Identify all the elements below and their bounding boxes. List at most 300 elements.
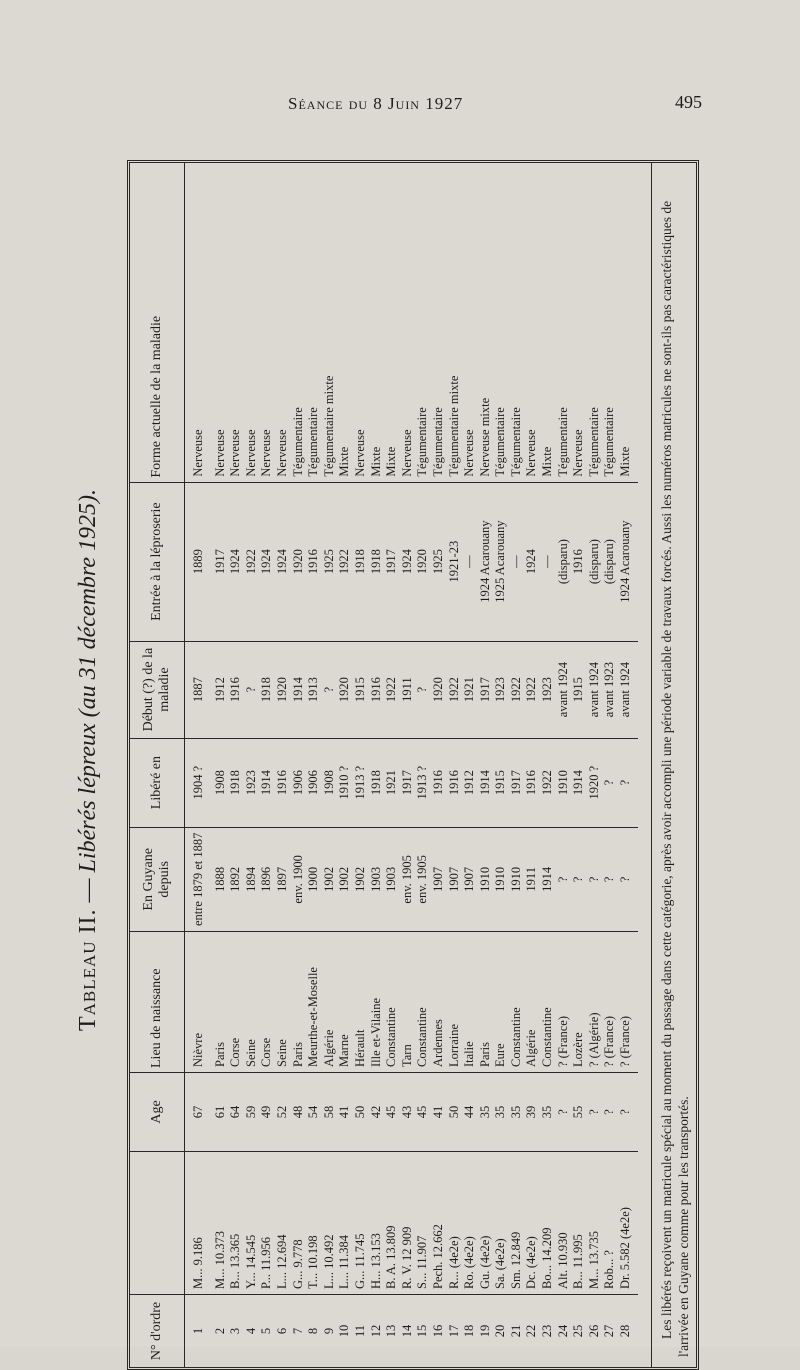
cell-matricule: B. A. 13.809	[384, 1152, 400, 1295]
cell-libere: 1908	[322, 738, 338, 827]
cell-ordre: 8	[306, 1327, 321, 1335]
cell-guyane: 1897	[275, 827, 291, 931]
cell-guyane: ?	[587, 827, 603, 931]
cell-guyane: 1910	[478, 827, 494, 931]
cell-lieu: Algérie	[322, 932, 338, 1073]
cell-lieu: ? (France)	[602, 932, 618, 1073]
cell-entree: 1924	[275, 482, 291, 641]
cell-forme: Tégumentaire mixte	[447, 163, 463, 482]
cell-age: ?	[587, 1073, 603, 1152]
cell-entree: (disparu)	[556, 482, 572, 641]
cell-age: ?	[618, 1073, 638, 1152]
table-wrap	[130, 163, 652, 1367]
cell-debut: 1913	[306, 641, 322, 738]
table-row	[478, 163, 494, 1367]
cell-lieu: Italie	[462, 932, 478, 1073]
cell-entree: 1924	[400, 482, 416, 641]
col-header-entree: Entrée à la léproserie	[130, 482, 185, 641]
cell-debut: avant 1924	[556, 641, 572, 738]
cell-matricule: T... 10.198	[306, 1152, 322, 1295]
cell-lieu: ? (France)	[556, 932, 572, 1073]
table-row	[244, 163, 260, 1367]
cell-lieu: ? (France)	[618, 932, 638, 1073]
cell-age: 39	[524, 1073, 540, 1152]
cell-ordre: 20	[493, 1324, 508, 1338]
cell-lieu: Lozère	[571, 932, 587, 1073]
cell-lieu: Seine	[244, 932, 260, 1073]
cell-entree: —	[509, 482, 525, 641]
cell-lieu: Paris	[213, 932, 229, 1073]
cell-ordre: 12	[368, 1324, 383, 1338]
cell-forme: Nerveuse	[185, 163, 213, 482]
cell-matricule: L... 12.694	[275, 1152, 291, 1295]
cell-libere: 1912	[462, 738, 478, 827]
cell-guyane: entre 1879 et 1887	[185, 827, 213, 931]
cell-age: 45	[415, 1073, 431, 1152]
table-body	[185, 163, 638, 1367]
cell-guyane: 1892	[228, 827, 244, 931]
cell-guyane: 1894	[244, 827, 260, 931]
cell-forme: Tégumentaire	[415, 163, 431, 482]
cell-ordre: 27	[602, 1324, 617, 1338]
cell-libere: 1910	[556, 738, 572, 827]
cell-libere: 1916	[447, 738, 463, 827]
cell-guyane: 1910	[509, 827, 525, 931]
cell-age: 45	[384, 1073, 400, 1152]
cell-entree: —	[462, 482, 478, 641]
cell-ordre: 1	[191, 1327, 205, 1335]
cell-guyane: 1888	[213, 827, 229, 931]
cell-entree: 1917	[213, 482, 229, 641]
cell-ordre: 19	[477, 1324, 492, 1338]
cell-libere: ?	[602, 738, 618, 827]
table-row	[384, 163, 400, 1367]
cell-guyane: 1900	[306, 827, 322, 931]
cell-libere: 1906	[306, 738, 322, 827]
cell-age: 67	[185, 1073, 213, 1152]
cell-lieu: Constantine	[384, 932, 400, 1073]
cell-ordre: 25	[571, 1324, 586, 1338]
cell-entree: 1918	[353, 482, 369, 641]
cell-ordre: 7	[290, 1327, 305, 1335]
cell-entree: 1921-23	[447, 482, 463, 641]
cell-guyane: env. 1905	[400, 827, 416, 931]
cell-age: 52	[275, 1073, 291, 1152]
cell-matricule: B... 11.995	[571, 1152, 587, 1295]
cell-guyane: 1911	[524, 827, 540, 931]
cell-libere: 1916	[275, 738, 291, 827]
cell-debut: ?	[322, 641, 338, 738]
cell-libere: 1921	[384, 738, 400, 827]
cell-forme: Nerveuse	[275, 163, 291, 482]
cell-forme: Nerveuse	[462, 163, 478, 482]
cell-libere: 1914	[259, 738, 275, 827]
cell-matricule: L... 10.492	[322, 1152, 338, 1295]
table-row	[213, 163, 229, 1367]
cell-age: 35	[540, 1073, 556, 1152]
cell-lieu: Meurthe-et-Moselle	[306, 932, 322, 1073]
cell-guyane: 1914	[540, 827, 556, 931]
table-row	[306, 163, 322, 1367]
cell-debut: 1914	[291, 641, 307, 738]
cell-forme: Tégumentaire	[602, 163, 618, 482]
cell-lieu: Constantine	[540, 932, 556, 1073]
table-row	[571, 163, 587, 1367]
col-header-guyane: En Guyane depuis	[130, 827, 185, 931]
cell-lieu: Ille et-Vilaine	[369, 932, 385, 1073]
cell-lieu: ? (Algérie)	[587, 932, 603, 1073]
cell-matricule: Dr. 5.582 (4e2e)	[618, 1152, 638, 1295]
cell-debut: 1915	[571, 641, 587, 738]
cell-forme: Mixte	[384, 163, 400, 482]
cell-debut: 1922	[509, 641, 525, 738]
table-header-row	[130, 163, 185, 1367]
cell-age: 50	[447, 1073, 463, 1152]
cell-forme: Nerveuse	[228, 163, 244, 482]
cell-ordre: 28	[618, 1324, 633, 1338]
cell-guyane: env. 1905	[415, 827, 431, 931]
cell-ordre: 9	[321, 1327, 336, 1335]
cell-ordre: 6	[274, 1327, 289, 1335]
cell-matricule: Sa. (4e2e)	[493, 1152, 509, 1295]
cell-age: 43	[400, 1073, 416, 1152]
cell-debut: avant 1924	[587, 641, 603, 738]
cell-debut: 1887	[185, 641, 213, 738]
cell-libere: 1913 ?	[353, 738, 369, 827]
cell-lieu: Paris	[291, 932, 307, 1073]
cell-lieu: Hérault	[353, 932, 369, 1073]
table-row	[431, 163, 447, 1367]
cell-guyane: 1902	[353, 827, 369, 931]
cell-debut: ?	[244, 641, 260, 738]
cell-libere: 1906	[291, 738, 307, 827]
cell-forme: Tégumentaire	[493, 163, 509, 482]
cell-ordre: 15	[415, 1324, 430, 1338]
cell-matricule: Bo... 14.209	[540, 1152, 556, 1295]
cell-age: 61	[213, 1073, 229, 1152]
cell-forme: Nerveuse	[213, 163, 229, 482]
cell-matricule: P... 11.956	[259, 1152, 275, 1295]
cell-entree: 1917	[384, 482, 400, 641]
cell-age: 48	[291, 1073, 307, 1152]
cell-matricule: M... 13.735	[587, 1152, 603, 1295]
cell-guyane: 1907	[431, 827, 447, 931]
cell-libere: 1917	[400, 738, 416, 827]
cell-matricule: Sm. 12.849	[509, 1152, 525, 1295]
cell-ordre: 18	[462, 1324, 477, 1338]
cell-matricule: Dc. (4e2e)	[524, 1152, 540, 1295]
cell-forme: Nerveuse	[244, 163, 260, 482]
cell-matricule: Ro. (4e2e)	[462, 1152, 478, 1295]
table-title-dash: —	[75, 872, 101, 909]
cell-ordre: 5	[259, 1327, 274, 1335]
cell-guyane: 1903	[384, 827, 400, 931]
cell-entree: 1924	[524, 482, 540, 641]
cell-age: 41	[431, 1073, 447, 1152]
cell-debut: 1915	[353, 641, 369, 738]
cell-forme: Tégumentaire	[291, 163, 307, 482]
table-row	[275, 163, 291, 1367]
col-header-ordre: N° d'ordre	[130, 1295, 185, 1368]
cell-matricule: Y... 14.545	[244, 1152, 260, 1295]
cell-entree: 1920	[291, 482, 307, 641]
cell-age: 64	[228, 1073, 244, 1152]
cell-debut: 1923	[540, 641, 556, 738]
cell-lieu: Ardennes	[431, 932, 447, 1073]
cell-ordre: 3	[228, 1327, 243, 1335]
cell-lieu: Tarn	[400, 932, 416, 1073]
cell-guyane: 1902	[322, 827, 338, 931]
cell-forme: Nerveuse	[259, 163, 275, 482]
cell-forme: Nerveuse	[524, 163, 540, 482]
table-row	[369, 163, 385, 1367]
cell-age: ?	[556, 1073, 572, 1152]
cell-debut: 1916	[369, 641, 385, 738]
table-title	[75, 150, 102, 1370]
cell-matricule: M... 9.186	[185, 1152, 213, 1295]
cell-entree: 1922	[337, 482, 353, 641]
cell-age: 58	[322, 1073, 338, 1152]
cell-ordre: 23	[540, 1324, 555, 1338]
cell-forme: Tégumentaire	[587, 163, 603, 482]
cell-entree: 1916	[306, 482, 322, 641]
cell-debut: 1916	[228, 641, 244, 738]
cell-age: 49	[259, 1073, 275, 1152]
cell-libere: 1916	[524, 738, 540, 827]
cell-guyane: ?	[602, 827, 618, 931]
cell-forme: Nerveuse	[400, 163, 416, 482]
col-header-lieu: Lieu de naissance	[130, 932, 185, 1073]
table-title-label: Tableau II.	[75, 908, 101, 1032]
cell-forme: Nerveuse mixte	[478, 163, 494, 482]
cell-lieu: Seine	[275, 932, 291, 1073]
cell-debut: 1920	[431, 641, 447, 738]
cell-forme: Nerveuse	[571, 163, 587, 482]
cell-forme: Mixte	[337, 163, 353, 482]
cell-ordre: 16	[430, 1324, 445, 1338]
cell-ordre: 24	[555, 1324, 570, 1338]
cell-libere: 1918	[369, 738, 385, 827]
cell-forme: Nerveuse	[353, 163, 369, 482]
cell-libere: 1918	[228, 738, 244, 827]
cell-debut: 1922	[524, 641, 540, 738]
table-row	[602, 163, 618, 1367]
cell-guyane: env. 1900	[291, 827, 307, 931]
table-row	[291, 163, 307, 1367]
table-row	[337, 163, 353, 1367]
cell-guyane: 1896	[259, 827, 275, 931]
col-header-matricule	[130, 1152, 185, 1295]
cell-debut: 1920	[275, 641, 291, 738]
cell-debut: 1922	[384, 641, 400, 738]
cell-entree: 1922	[244, 482, 260, 641]
cell-matricule: Gu. (4e2e)	[478, 1152, 494, 1295]
cell-libere: 1910 ?	[337, 738, 353, 827]
cell-age: 35	[478, 1073, 494, 1152]
cell-ordre: 4	[243, 1327, 258, 1335]
cell-lieu: Marne	[337, 932, 353, 1073]
table-frame	[127, 160, 699, 1370]
cell-lieu: Nièvre	[185, 932, 213, 1073]
table-title-caption: Libérés lépreux (au 31 décembre 1925).	[75, 488, 101, 873]
cell-libere: 1917	[509, 738, 525, 827]
cell-entree: (disparu)	[587, 482, 603, 641]
cell-age: 41	[337, 1073, 353, 1152]
cell-entree: —	[540, 482, 556, 641]
cell-matricule: Pech. 12.662	[431, 1152, 447, 1295]
cell-debut: 1920	[337, 641, 353, 738]
cell-debut: 1911	[400, 641, 416, 738]
table-row	[228, 163, 244, 1367]
cell-age: ?	[602, 1073, 618, 1152]
cell-debut: 1918	[259, 641, 275, 738]
cell-guyane: 1907	[462, 827, 478, 931]
cell-ordre: 13	[384, 1324, 399, 1338]
cell-forme: Tégumentaire	[306, 163, 322, 482]
col-header-forme: Forme actuelle de la maladie	[130, 163, 185, 482]
table-row	[415, 163, 431, 1367]
cell-matricule: R. V. 12 909	[400, 1152, 416, 1295]
cell-entree: 1920	[415, 482, 431, 641]
cell-age: 35	[493, 1073, 509, 1152]
col-header-age: Age	[130, 1073, 185, 1152]
cell-libere: 1908	[213, 738, 229, 827]
table-row	[556, 163, 572, 1367]
cell-ordre: 2	[212, 1327, 227, 1335]
cell-lieu: Algérie	[524, 932, 540, 1073]
cell-matricule: B... 13.365	[228, 1152, 244, 1295]
cell-age: 50	[353, 1073, 369, 1152]
col-header-debut: Début (?) de la maladie	[130, 641, 185, 738]
cell-ordre: 10	[337, 1324, 352, 1338]
cell-forme: Tégumentaire	[556, 163, 572, 482]
cell-guyane: 1902	[337, 827, 353, 931]
cell-ordre: 21	[508, 1324, 523, 1338]
cell-guyane: 1907	[447, 827, 463, 931]
cell-matricule: L... 11.384	[337, 1152, 353, 1295]
table-row	[618, 163, 638, 1367]
table-row	[400, 163, 416, 1367]
cell-debut: ?	[415, 641, 431, 738]
table-row	[540, 163, 556, 1367]
cell-guyane: 1903	[369, 827, 385, 931]
cell-forme: Tégumentaire mixte	[322, 163, 338, 482]
table-row	[587, 163, 603, 1367]
cell-libere: 1904 ?	[185, 738, 213, 827]
cell-libere: 1914	[478, 738, 494, 827]
cell-age: 44	[462, 1073, 478, 1152]
cell-age: 35	[509, 1073, 525, 1152]
cell-ordre: 22	[524, 1324, 539, 1338]
cell-entree: 1924	[259, 482, 275, 641]
cell-debut: avant 1923	[602, 641, 618, 738]
cell-lieu: Constantine	[509, 932, 525, 1073]
cell-debut: 1923	[493, 641, 509, 738]
table-row	[322, 163, 338, 1367]
table-row	[259, 163, 275, 1367]
cell-entree: 1924 Acarouany	[618, 482, 638, 641]
cell-debut: 1912	[213, 641, 229, 738]
table-row	[462, 163, 478, 1367]
cell-lieu: Corse	[259, 932, 275, 1073]
cell-entree: 1889	[185, 482, 213, 641]
cell-forme: Tégumentaire	[509, 163, 525, 482]
cell-ordre: 26	[586, 1324, 601, 1338]
cell-age: 55	[571, 1073, 587, 1152]
cell-guyane: ?	[556, 827, 572, 931]
cell-ordre: 14	[399, 1324, 414, 1338]
cell-debut: 1922	[447, 641, 463, 738]
table-row	[185, 163, 213, 1367]
cell-entree: 1916	[571, 482, 587, 641]
cell-matricule: H... 13.153	[369, 1152, 385, 1295]
cell-matricule: M... 10.373	[213, 1152, 229, 1295]
cell-lieu: Eure	[493, 932, 509, 1073]
cell-libere: 1922	[540, 738, 556, 827]
cell-libere: 1920 ?	[587, 738, 603, 827]
lepers-table	[130, 163, 638, 1367]
cell-libere: 1916	[431, 738, 447, 827]
table-footnote: Les libérés reçoivent un matricule spécial au moment du passage dans cette catégorie, après avoir accompli une période variable de travaux forcés. Aussi les numéros matricules ne sont-ils pas caractéristiques de l'arrivée en Guyane comme pour les transportés.	[651, 163, 696, 1367]
page-number: 495	[675, 92, 702, 112]
table-row	[509, 163, 525, 1367]
cell-entree: 1924	[228, 482, 244, 641]
cell-matricule: R... (4e2e)	[447, 1152, 463, 1295]
cell-entree: 1918	[369, 482, 385, 641]
cell-ordre: 17	[446, 1324, 461, 1338]
cell-debut: 1921	[462, 641, 478, 738]
table-row	[353, 163, 369, 1367]
cell-guyane: ?	[618, 827, 638, 931]
cell-guyane: ?	[571, 827, 587, 931]
cell-libere: 1914	[571, 738, 587, 827]
cell-matricule: Alt. 10.930	[556, 1152, 572, 1295]
cell-age: 42	[369, 1073, 385, 1152]
cell-lieu: Lorraine	[447, 932, 463, 1073]
cell-ordre: 11	[352, 1324, 367, 1338]
cell-entree: 1924 Acarouany	[478, 482, 494, 641]
cell-debut: avant 1924	[618, 641, 638, 738]
cell-entree: (disparu)	[602, 482, 618, 641]
table-row	[447, 163, 463, 1367]
cell-lieu: Corse	[228, 932, 244, 1073]
cell-forme: Mixte	[540, 163, 556, 482]
cell-age: 59	[244, 1073, 260, 1152]
cell-age: 54	[306, 1073, 322, 1152]
col-header-libere: Libéré en	[130, 738, 185, 827]
running-title: Séance du 8 Juin 1927	[288, 94, 464, 113]
cell-forme: Tégumentaire	[431, 163, 447, 482]
cell-forme: Mixte	[369, 163, 385, 482]
rotated-table-block	[75, 150, 715, 1370]
cell-lieu: Paris	[478, 932, 494, 1073]
cell-matricule: S... 11.907	[415, 1152, 431, 1295]
cell-guyane: 1910	[493, 827, 509, 931]
cell-debut: 1917	[478, 641, 494, 738]
cell-entree: 1925	[322, 482, 338, 641]
cell-entree: 1925	[431, 482, 447, 641]
cell-libere: ?	[618, 738, 638, 827]
table-row	[524, 163, 540, 1367]
cell-libere: 1915	[493, 738, 509, 827]
cell-libere: 1923	[244, 738, 260, 827]
cell-matricule: Rob... ?	[602, 1152, 618, 1295]
table-row	[493, 163, 509, 1367]
cell-lieu: Constantine	[415, 932, 431, 1073]
cell-matricule: G... 9.778	[291, 1152, 307, 1295]
cell-forme: Mixte	[618, 163, 638, 482]
cell-entree: 1925 Acarouany	[493, 482, 509, 641]
